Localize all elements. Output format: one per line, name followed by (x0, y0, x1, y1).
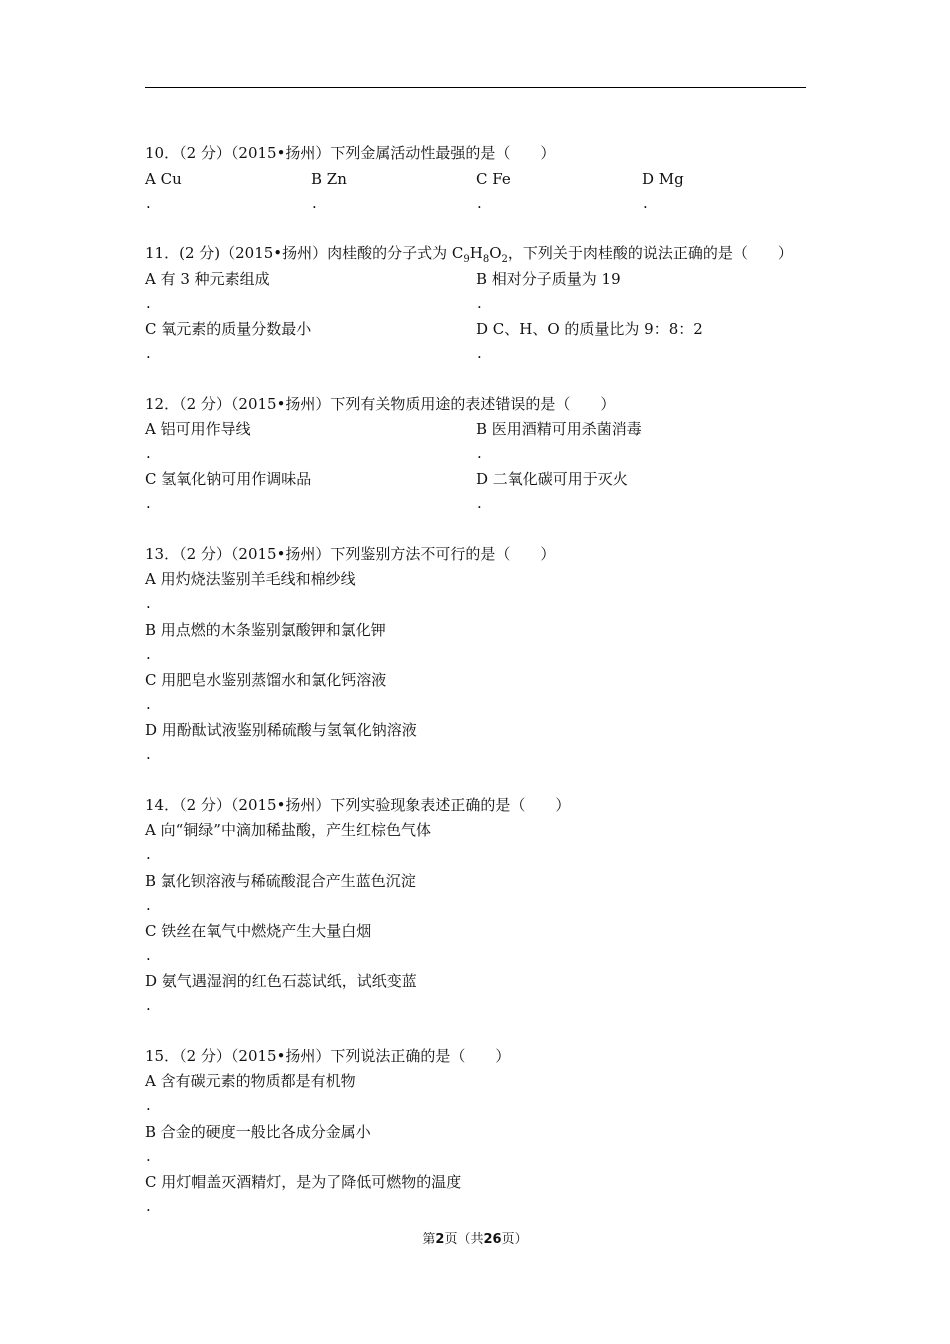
q10-option-a: A Cu (145, 170, 182, 188)
q15-dot-b: . (146, 1147, 151, 1165)
q12-dot-b: . (477, 444, 482, 462)
q10-dot-d: . (643, 194, 648, 212)
q13-option-b: B 用点燃的木条鉴别氯酸钾和氯化钾 (145, 621, 386, 639)
q12-dot-a: . (146, 444, 151, 462)
q11-dot-a: . (146, 294, 151, 312)
q11-stem-pre: 11．(2 分)（2015•扬州）肉桂酸的分子式为 C (145, 244, 464, 262)
q11-dot-d: . (477, 344, 482, 362)
q14-dot-c: . (146, 946, 151, 964)
q10-dot-b: . (312, 194, 317, 212)
q11-option-a: A 有 3 种元素组成 (145, 270, 270, 288)
q15-stem: 15．（2 分）（2015•扬州）下列说法正确的是（ ） (145, 1047, 511, 1065)
q12-option-b: B 医用酒精可用杀菌消毒 (476, 420, 642, 438)
footer-pre: 第 (422, 1232, 436, 1247)
q11-option-d: D C、H、O 的质量比为 9：8：2 (476, 320, 703, 338)
q11-sub-h: 8 (482, 254, 490, 265)
q12-option-c: C 氢氧化钠可用作调味品 (145, 470, 312, 488)
q11-sub-c: 9 (463, 254, 470, 265)
q14-option-d: D 氨气遇湿润的红色石蕊试纸，试纸变蓝 (145, 972, 417, 990)
q14-dot-d: . (146, 996, 151, 1014)
q14-dot-a: . (146, 845, 151, 863)
q10-stem: 10．（2 分）（2015•扬州）下列金属活动性最强的是（ ） (145, 144, 556, 162)
footer-total-pages: 26 (483, 1232, 502, 1247)
q12-stem: 12．（2 分）（2015•扬州）下列有关物质用途的表述错误的是（ ） (145, 395, 616, 413)
q12-option-a: A 铝可用作导线 (145, 420, 251, 438)
q11-sub-o: 2 (501, 254, 508, 265)
footer-page-number: 2 (435, 1232, 445, 1247)
q10-dot-c: . (477, 194, 482, 212)
q13-dot-d: . (146, 745, 151, 763)
q15-option-c: C 用灯帽盖灭酒精灯，是为了降低可燃物的温度 (145, 1173, 462, 1191)
q12-dot-c: . (146, 494, 151, 512)
q13-option-c: C 用肥皂水鉴别蒸馏水和氯化钙溶液 (145, 671, 387, 689)
q13-option-d: D 用酚酞试液鉴别稀硫酸与氢氧化钠溶液 (145, 721, 417, 739)
q15-dot-c: . (146, 1197, 151, 1215)
q12-option-d: D 二氧化碳可用于灭火 (476, 470, 628, 488)
q11-stem-post: ，下列关于肉桂酸的说法正确的是（ ） (507, 244, 793, 262)
q13-dot-b: . (146, 645, 151, 663)
q10-option-c: C Fe (476, 170, 511, 188)
q11-o: O (489, 244, 502, 262)
q13-dot-a: . (146, 594, 151, 612)
header-rule (145, 87, 806, 88)
q13-stem: 13．（2 分）（2015•扬州）下列鉴别方法不可行的是（ ） (145, 545, 556, 563)
q10-option-d: D Mg (642, 170, 684, 188)
q13-dot-c: . (146, 695, 151, 713)
footer-post: 页） (501, 1232, 528, 1247)
q11-h: H (469, 244, 483, 262)
q15-option-a: A 含有碳元素的物质都是有机物 (145, 1072, 356, 1090)
footer-mid: 页（共 (444, 1232, 484, 1247)
q14-option-a: A 向“铜绿”中滴加稀盐酸，产生红棕色气体 (145, 821, 431, 839)
q14-dot-b: . (146, 896, 151, 914)
q14-stem: 14．（2 分）（2015•扬州）下列实验现象表述正确的是（ ） (145, 796, 571, 814)
page-footer (0, 1228, 950, 1247)
q10-option-b: B Zn (311, 170, 347, 188)
q12-dot-d: . (477, 494, 482, 512)
q11-dot-b: . (477, 294, 482, 312)
q14-option-c: C 铁丝在氧气中燃烧产生大量白烟 (145, 922, 372, 940)
q11-option-c: C 氧元素的质量分数最小 (145, 320, 312, 338)
q11-dot-c: . (146, 344, 151, 362)
q13-option-a: A 用灼烧法鉴别羊毛线和棉纱线 (145, 570, 356, 588)
q11-option-b: B 相对分子质量为 19 (476, 270, 621, 288)
q15-option-b: B 合金的硬度一般比各成分金属小 (145, 1123, 371, 1141)
q10-dot-a: . (146, 194, 151, 212)
q11-stem (145, 244, 793, 265)
q15-dot-a: . (146, 1096, 151, 1114)
q14-option-b: B 氯化钡溶液与稀硫酸混合产生蓝色沉淀 (145, 872, 416, 890)
